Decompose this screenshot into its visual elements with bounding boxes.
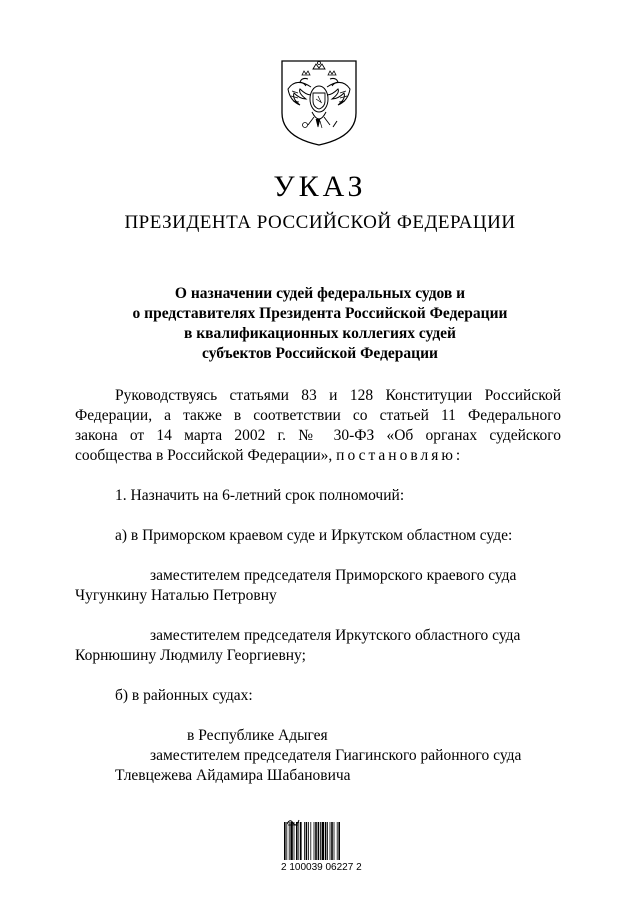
preamble-line: Федерации, а также в соответствии со статьей 11 Федерального [75, 407, 561, 424]
preamble-line: Руководствуясь статьями 83 и 128 Конституции Российской [115, 387, 561, 404]
heading-line: субъектов Российской Федерации [202, 345, 438, 362]
item-a: а) в Приморском краевом суде и Иркутском областном суде: [115, 527, 513, 544]
item-1: 1. Назначить на 6-летний срок полномочий: [115, 487, 405, 504]
coat-of-arms-icon [278, 55, 360, 147]
heading-line: о представителях Президента Российской Федерации [132, 305, 508, 322]
preamble-line-start: сообщества в Российской Федерации», [75, 447, 333, 464]
appointment-position: заместителем председателя Гиагинского районного суда [150, 747, 522, 764]
preamble-line: закона от 14 марта 2002 г. № 30-ФЗ «Об органах судейского [75, 427, 561, 444]
document-title: УКАЗ [273, 170, 367, 203]
decree-heading [0, 284, 640, 364]
barcode-number: 2 100039 06227 2 [281, 862, 362, 873]
document-subtitle: ПРЕЗИДЕНТА РОССИЙСКОЙ ФЕДЕРАЦИИ [124, 212, 516, 233]
preamble-line-last [75, 446, 561, 466]
item-b: б) в районных судах: [115, 687, 253, 704]
appointee-name: Корнюшину Людмилу Георгиевну; [75, 647, 306, 664]
appointment-position: заместителем председателя Приморского краевого суда [150, 567, 517, 584]
appointee-name: Чугункину Наталью Петровну [75, 587, 277, 604]
preamble-resolves: постановляю: [336, 447, 464, 464]
heading-line: в квалификационных коллегиях судей [184, 325, 456, 342]
barcode-icon [283, 822, 363, 862]
heading-line: О назначении судей федеральных судов и [174, 285, 466, 302]
preamble-paragraph [75, 386, 561, 466]
appointment-position: заместителем председателя Иркутского областного суда [150, 627, 521, 644]
appointee-name: Тлевцежева Айдамира Шабановича [115, 767, 351, 784]
region-label: в Республике Адыгея [187, 727, 328, 744]
